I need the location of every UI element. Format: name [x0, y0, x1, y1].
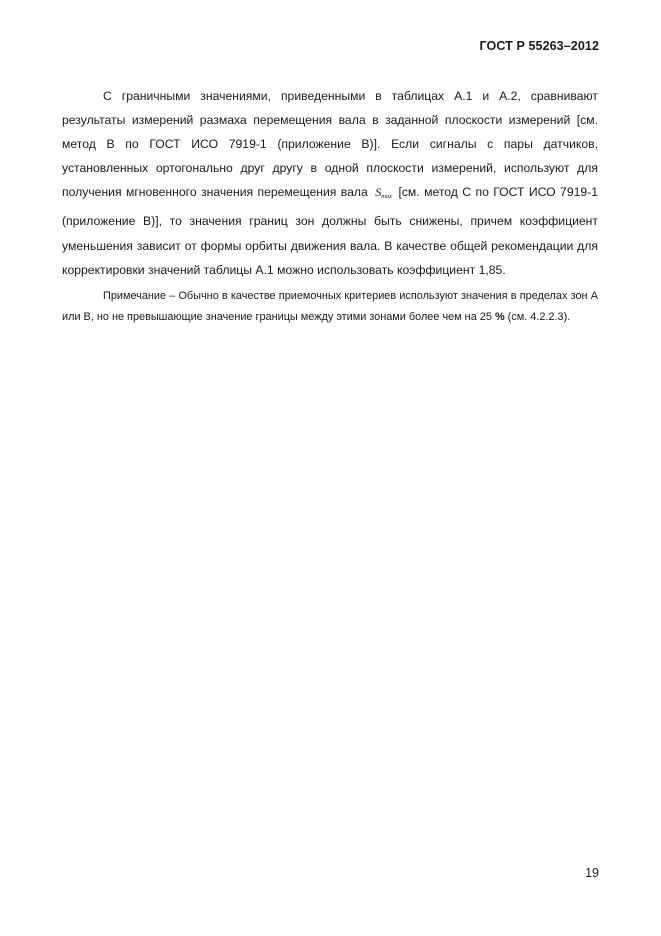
page-number: 19 [585, 866, 599, 880]
displacement-symbol [372, 185, 394, 199]
main-paragraph-part1: С граничными значениями, приведенными в таблицах А.1 и А.2, сравнивают результаты измерений размаха перемещения вала в заданной плоскости измерений [см. метод В по ГОСТ ИСО 7919-1 (приложение В)]. Если сигналы с пары датчиков, установленных ортогонально друг другу в одной плоскости измерений, используют для получения мгновенного значения перемещения вала [62, 89, 598, 200]
main-paragraph [62, 84, 598, 282]
main-paragraph-part2: [см. метод С по ГОСТ ИСО 7919-1 (приложение В)], то значения границ зон должны быть снижены, причем коэффициент уменьшения зависит от формы орбиты движения вала. В качестве общей рекомендации для корректировки значений таблицы А.1 можно использовать коэффициент 1,85. [62, 185, 599, 277]
symbol-subscript: max [381, 193, 393, 201]
document-code: ГОСТ Р 55263–2012 [479, 39, 599, 53]
body-text [62, 84, 598, 329]
note-paragraph [62, 286, 598, 329]
note-percent: % [494, 311, 505, 324]
note-text-after: (см. 4.2.2.3). [507, 311, 571, 324]
symbol-base: S [375, 185, 382, 200]
note-text-before: Примечание – Обычно в качестве приемочных критериев используют значения в пределах зон А или В, но не превышающие значение границы между этими зонами более чем на 25 [62, 289, 598, 324]
